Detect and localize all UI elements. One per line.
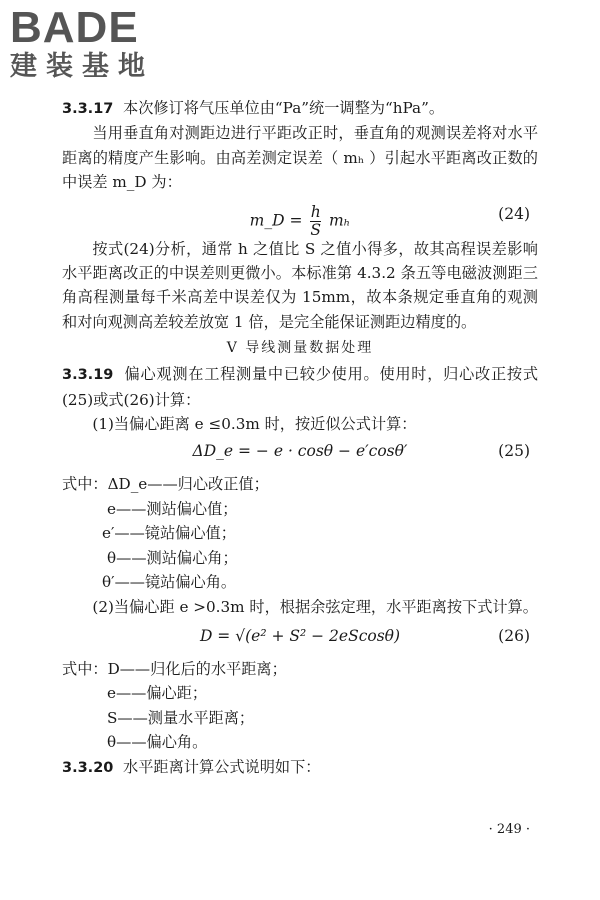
definition-line: 式中：ΔD_e——归心改正值； [62, 475, 269, 494]
eq24-denominator: S [310, 220, 321, 239]
clause-3-3-20 [62, 755, 538, 780]
clause-3-3-17 [62, 96, 538, 121]
definition-line: θ——偏心角。 [107, 733, 208, 752]
eq24-numerator: h [310, 202, 321, 221]
equation-25-formula: ΔD_e = − e · cosθ − e′cosθ′ [192, 442, 408, 461]
clause-text: 本次修订将气压单位由“Pa”统一调整为“hPa”。 [123, 99, 445, 117]
section-title: V 导线测量数据处理 [226, 340, 374, 357]
equation-24 [62, 195, 538, 237]
equation-25 [62, 436, 538, 472]
equation-24-label: (24) [498, 204, 530, 223]
definitions-25 [62, 472, 538, 594]
item-1: (1)当偏心距离 e ≤0.3m 时，按近似公式计算： [92, 415, 417, 434]
item-2: (2)当偏心距 e >0.3m 时，根据余弦定理，水平距离按下式计算。 [92, 597, 538, 616]
eq24-lhs: m_D = [249, 211, 303, 230]
definition-line: θ——测站偏心角； [107, 548, 238, 567]
definitions-26 [62, 657, 538, 755]
definition-line: S——测量水平距离； [107, 708, 255, 727]
eq24-fraction [310, 204, 321, 239]
definition-line: 式中：D——归化后的水平距离； [62, 659, 287, 678]
equation-26-formula: D = √(e² + S² − 2eScosθ) [199, 626, 401, 645]
logo-subtitle: 建装基地 [10, 51, 154, 82]
definition-line: e′——镜站偏心值； [102, 524, 236, 543]
page-body [62, 96, 538, 780]
clause-number: 3.3.17 [62, 101, 114, 117]
page-number: · 249 · [488, 822, 530, 837]
eq24-rhs: mₕ [328, 211, 351, 230]
equation-26-label: (26) [498, 626, 530, 645]
paragraph-analysis: 按式(24)分析，通常 h 之值比 S 之值小得多，故其高程误差影响水平距离改正的中误差则更微小。本标准第 4.3.2 条五等电磁波测距三角高程测量每千米高差中误差仅为 15mm，故本条规定垂直角的观测和对向观测高差较差放宽 1 倍，是完全能保证测距边精度的。 [62, 239, 538, 331]
definition-line: θ′——镜站偏心角。 [102, 573, 237, 592]
bade-logo [10, 3, 180, 86]
definition-line: e——测站偏心值； [107, 499, 238, 518]
clause-number: 3.3.19 [62, 367, 114, 384]
equation-26 [62, 619, 538, 657]
clause-3-3-19 [62, 362, 538, 412]
clause-text: 偏心观测在工程测量中已较少使用。使用时，归心改正按式(25)或式(26)计算： [62, 365, 539, 409]
paragraph-vertical-angle: 当用垂直角对测距边进行平距改正时，垂直角的观测误差将对水平距离的精度产生影响。由高差测定误差（ mₕ ）引起水平距离改正数的中误差 m_D 为： [62, 124, 538, 192]
clause-number: 3.3.20 [62, 759, 114, 776]
logo-wordmark: BADE [10, 3, 139, 52]
equation-25-label: (25) [498, 442, 530, 461]
definition-line: e——偏心距； [107, 684, 208, 703]
clause-text: 水平距离计算公式说明如下： [123, 757, 321, 776]
equation-24-formula [62, 204, 538, 239]
